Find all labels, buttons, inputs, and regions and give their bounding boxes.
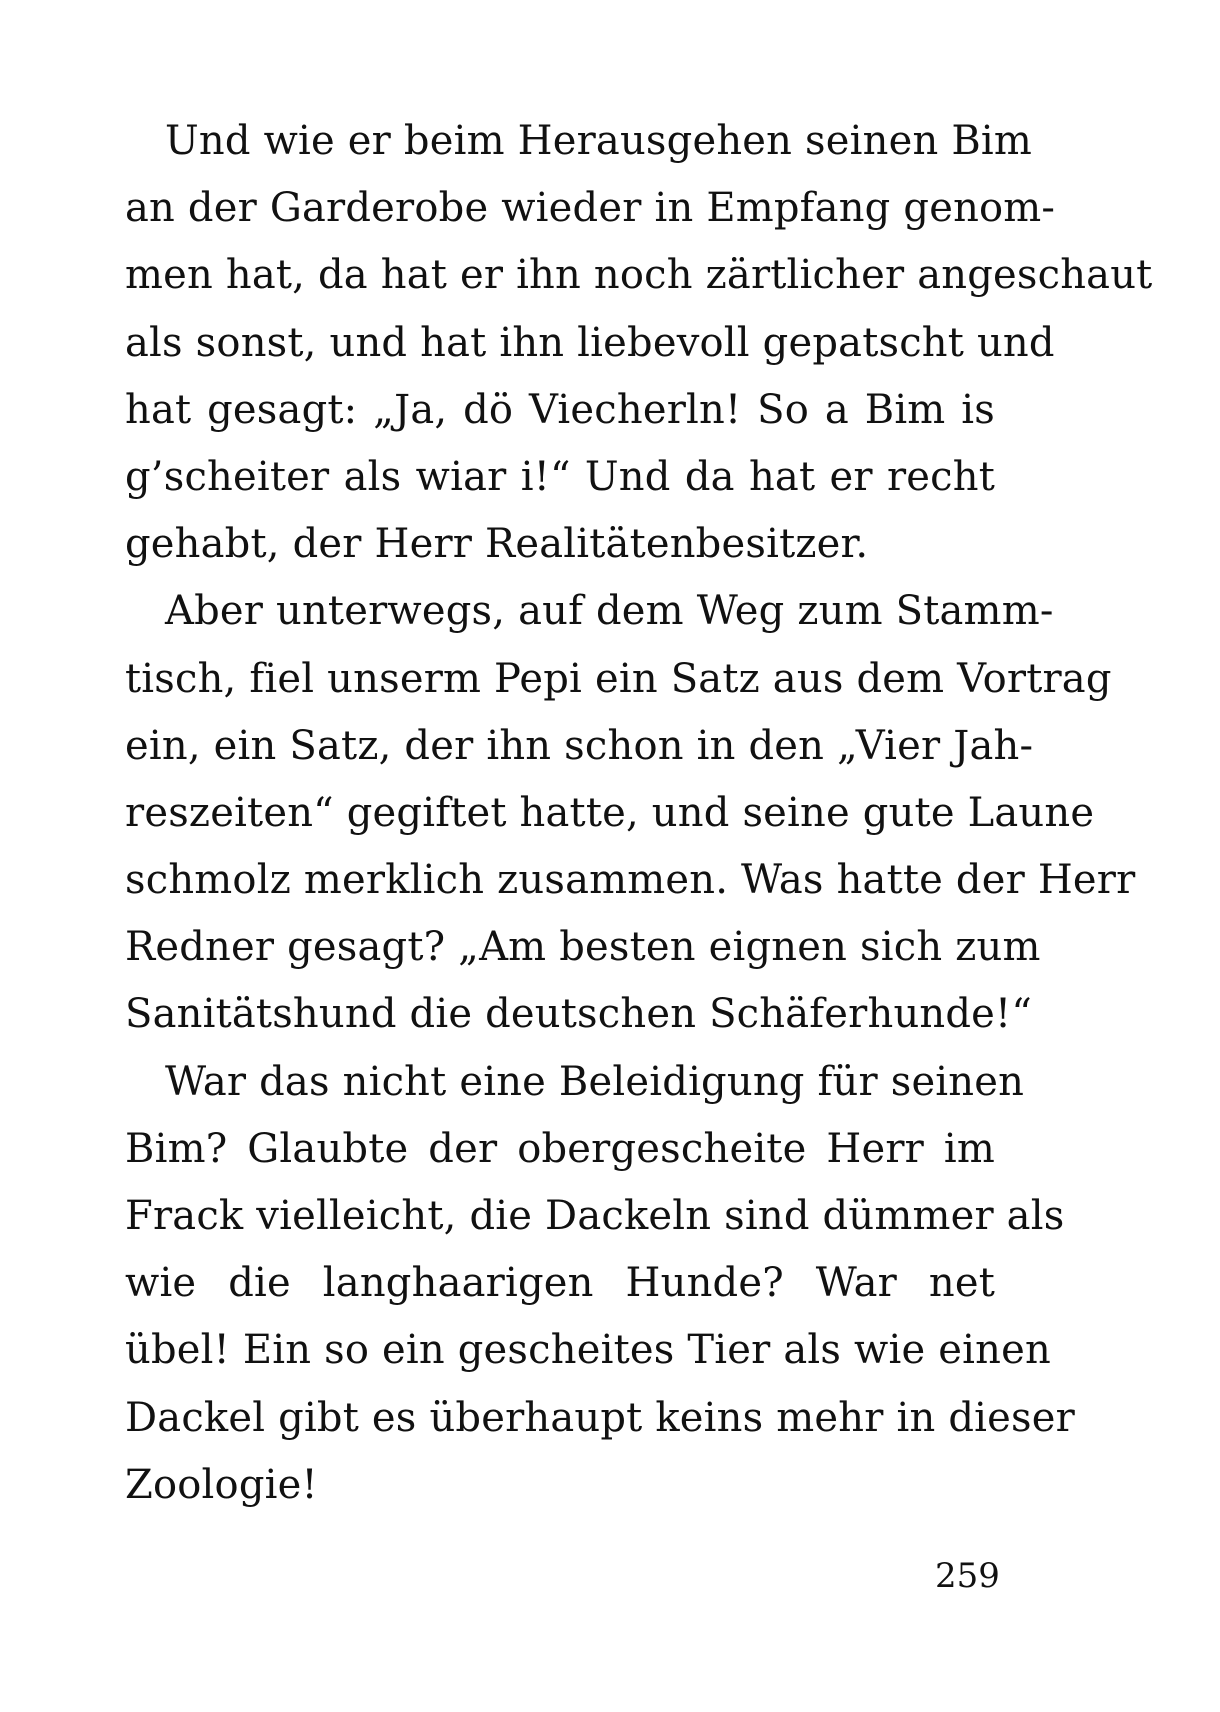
text-line: War das nicht eine Beleidigung für seinen	[165, 1058, 1025, 1105]
text-line: reszeiten“ gegiftet hatte, und seine gute Laune	[125, 789, 1095, 836]
text-line: Redner gesagt? „Am besten eignen sich zum	[125, 924, 1041, 971]
text-line: Dackel gibt es überhaupt keins mehr in dieser	[125, 1394, 1075, 1441]
paragraph	[125, 578, 1136, 1048]
text-line: Zoologie!	[125, 1461, 318, 1508]
paragraph	[125, 108, 1153, 578]
text-line: g’scheiter als wiar i!“ Und da hat er recht	[125, 453, 995, 500]
text-line: hat gesagt: „Ja, dö Viecherln! So a Bim is	[125, 386, 995, 433]
text-line: ein, ein Satz, der ihn schon in den „Vier Jah-	[125, 722, 1034, 769]
text-line: Sanitätshund die deutschen Schäferhunde!“	[125, 991, 1032, 1038]
text-line: an der Garderobe wieder in Empfang genom-	[125, 185, 1056, 232]
text-line: Aber unterwegs, auf dem Weg zum Stamm-	[165, 588, 1054, 635]
text-line: übel! Ein so ein gescheites Tier als wie einen	[125, 1327, 1051, 1374]
text-line: wie die langhaarigen Hunde? War net	[125, 1260, 995, 1307]
paragraph	[125, 1049, 1075, 1519]
text-line: Bim? Glaubte der obergescheite Herr im	[125, 1125, 995, 1172]
text-line: gehabt, der Herr Realitätenbesitzer.	[125, 521, 869, 568]
text-line: als sonst, und hat ihn liebevoll gepatscht und	[125, 319, 1055, 366]
text-line: Frack vielleicht, die Dackeln sind dümmer als	[125, 1193, 1065, 1239]
text-line: tisch, fiel unserm Pepi ein Satz aus dem Vortrag	[125, 655, 1112, 702]
text-line: men hat, da hat er ihn noch zärtlicher angeschaut	[125, 252, 1153, 299]
body-text	[125, 108, 1153, 1519]
text-line: Und wie er beim Herausgehen seinen Bim	[165, 118, 1033, 164]
page-number: 259	[935, 1556, 1000, 1596]
text-line: schmolz merklich zusammen. Was hatte der Herr	[125, 857, 1136, 904]
